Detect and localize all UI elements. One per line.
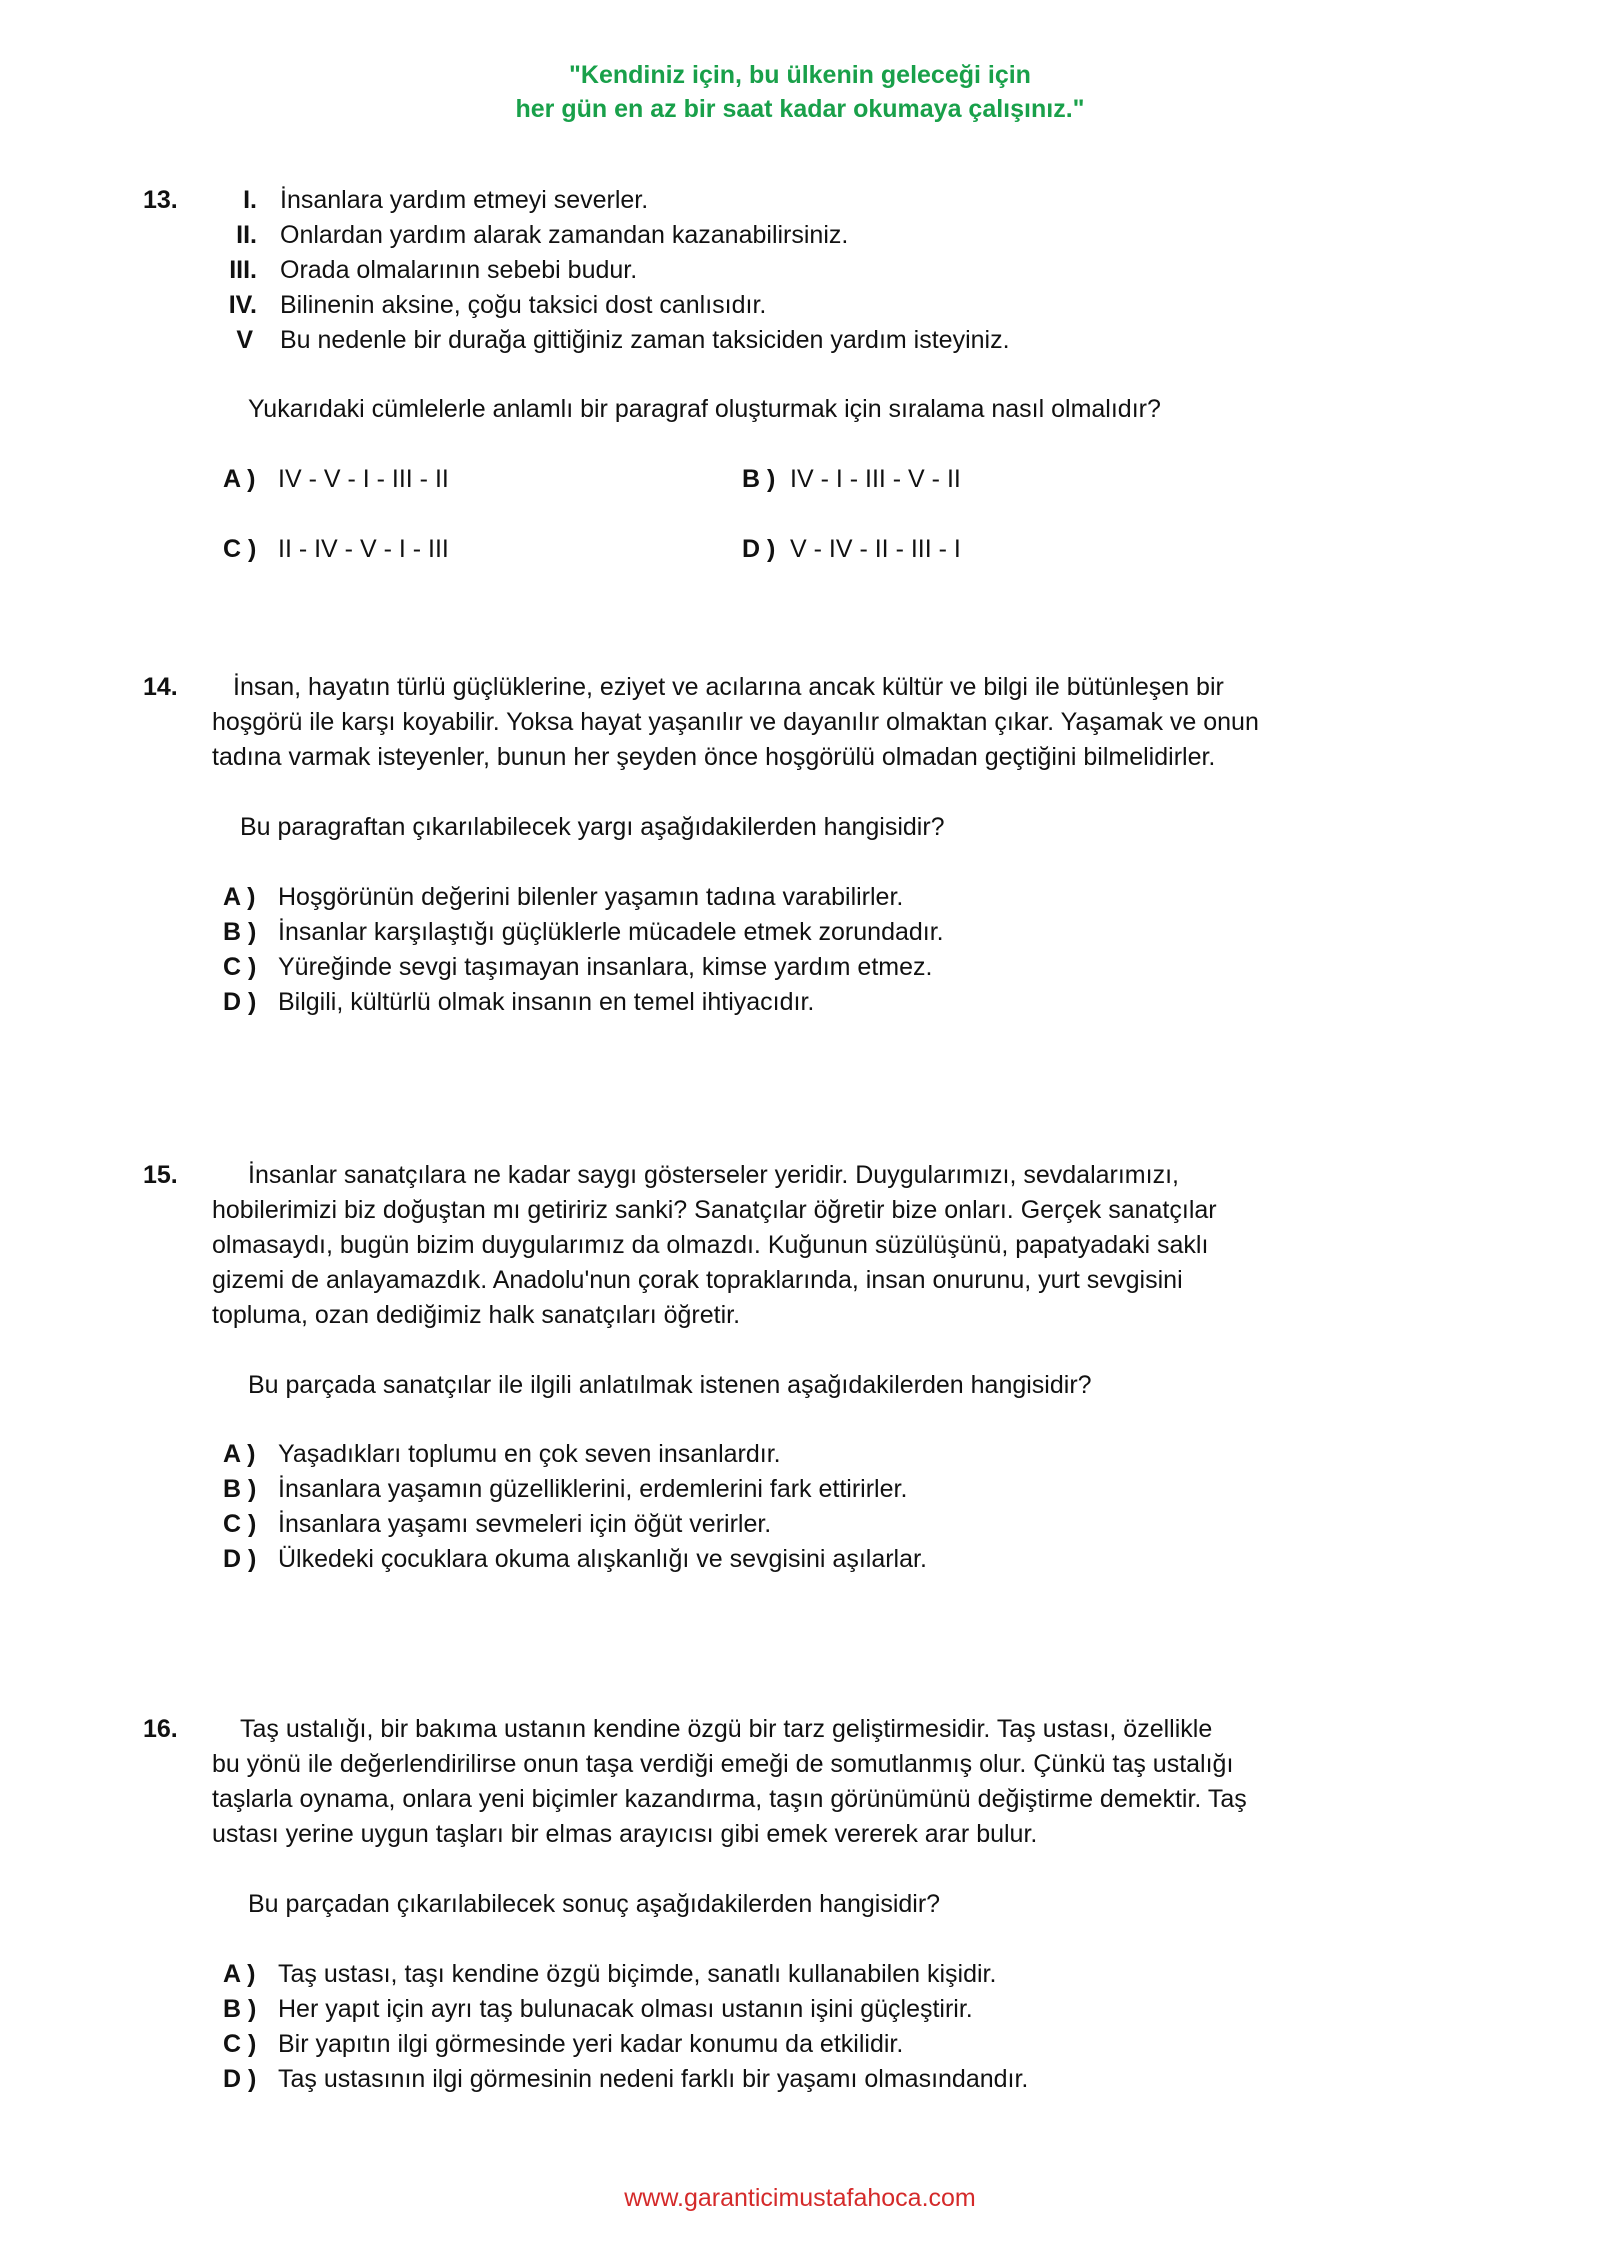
option-letter: B ) [223, 1475, 257, 1503]
header-quote-line-1: "Kendiniz için, bu ülkenin geleceği için [569, 61, 1031, 89]
statement-label: IV. [228, 291, 257, 319]
option-letter: B ) [223, 1995, 257, 2023]
option-text: IV - I - III - V - II [790, 465, 961, 493]
option-text: İnsanlar karşılaştığı güçlüklerle mücadele etmek zorundadır. [278, 918, 944, 946]
question-stem: Bu paragraftan çıkarılabilecek yargı aşağıdakilerden hangisidir? [240, 813, 945, 841]
option-letter: C ) [223, 953, 257, 981]
statement-label: I. [243, 186, 257, 214]
footer-url[interactable] [0, 2184, 1600, 2213]
option-letter: A ) [223, 883, 256, 911]
paragraph-line: hobilerimizi biz doğuştan mı getiririz sanki? Sanatçılar öğretir bize onları. Gerçek sanatçılar [212, 1196, 1217, 1224]
statement-text: Onlardan yardım alarak zamandan kazanabilirsiniz. [280, 221, 849, 249]
option-text: İnsanlara yaşamı sevmeleri için öğüt verirler. [278, 1510, 772, 1538]
paragraph-line: bu yönü ile değerlendirilirse onun taşa verdiği emeği de somutlanmış olur. Çünkü taş ustalığı [212, 1750, 1234, 1778]
question-stem: Bu parçada sanatçılar ile ilgili anlatılmak istenen aşağıdakilerden hangisidir? [248, 1371, 1092, 1399]
paragraph-line: olmasaydı, bugün bizim duygularımız da olmazdı. Kuğunun süzülüşünü, papatyadaki saklı [212, 1231, 1209, 1259]
question-number: 15. [143, 1161, 178, 1189]
statement-text: İnsanlara yardım etmeyi severler. [280, 186, 649, 214]
statement-text: Bilinenin aksine, çoğu taksici dost canlısıdır. [280, 291, 767, 319]
option-text: II - IV - V - I - III [278, 535, 449, 563]
option-letter: D ) [223, 1545, 257, 1573]
paragraph-line: topluma, ozan dediğimiz halk sanatçıları öğretir. [212, 1301, 741, 1329]
statement-label: III. [229, 256, 257, 284]
option-text: İnsanlara yaşamın güzelliklerini, erdemlerini fark ettirirler. [278, 1475, 908, 1503]
paragraph-line: Taş ustalığı, bir bakıma ustanın kendine özgü bir tarz geliştirmesidir. Taş ustası, özellikle [240, 1715, 1213, 1743]
statement-text: Orada olmalarının sebebi budur. [280, 256, 638, 284]
paragraph-line: tadına varmak isteyenler, bunun her şeyden önce hoşgörülü olmadan geçtiğini bilmelidirler. [212, 743, 1216, 771]
question-number: 14. [143, 673, 178, 701]
option-letter: B ) [223, 918, 257, 946]
option-text: Hoşgörünün değerini bilenler yaşamın tadına varabilirler. [278, 883, 904, 911]
website-link[interactable]: www.garanticimustafahoca.com [624, 2184, 976, 2212]
option-letter: D ) [223, 988, 257, 1016]
statement-label: II. [236, 221, 257, 249]
question-stem: Bu parçadan çıkarılabilecek sonuç aşağıdakilerden hangisidir? [248, 1890, 941, 1918]
option-letter: C ) [223, 535, 257, 563]
option-text: Bir yapıtın ilgi görmesinde yeri kadar konumu da etkilidir. [278, 2030, 904, 2058]
header-quote-line-2: her gün en az bir saat kadar okumaya çalışınız." [515, 95, 1085, 123]
option-letter: D ) [223, 2065, 257, 2093]
option-text: Yüreğinde sevgi taşımayan insanlara, kimse yardım etmez. [278, 953, 933, 981]
option-letter: D ) [742, 535, 776, 563]
option-text: Her yapıt için ayrı taş bulunacak olması ustanın işini güçleştirir. [278, 1995, 973, 2023]
statement-label: V [236, 326, 253, 354]
header-quote [0, 58, 1600, 126]
option-letter: C ) [223, 2030, 257, 2058]
paragraph-line: ustası yerine uygun taşları bir elmas arayıcısı gibi emek vererek arar bulur. [212, 1820, 1038, 1848]
option-letter: B ) [742, 465, 776, 493]
option-text: Taş ustasının ilgi görmesinin nedeni farklı bir yaşamı olmasındandır. [278, 2065, 1029, 2093]
question-number: 16. [143, 1715, 178, 1743]
option-text: IV - V - I - III - II [278, 465, 449, 493]
paragraph-line: gizemi de anlayamazdık. Anadolu'nun çorak topraklarında, insan onurunu, yurt sevgisini [212, 1266, 1183, 1294]
statement-text: Bu nedenle bir durağa gittiğiniz zaman taksiciden yardım isteyiniz. [280, 326, 1010, 354]
paragraph-line: hoşgörü ile karşı koyabilir. Yoksa hayat yaşanılır ve dayanılır olmaktan çıkar. Yaşamak ve onun [212, 708, 1259, 736]
option-text: Ülkedeki çocuklara okuma alışkanlığı ve sevgisini aşılarlar. [278, 1545, 927, 1573]
paragraph-line: İnsanlar sanatçılara ne kadar saygı gösterseler yeridir. Duygularımızı, sevdalarımızı, [248, 1161, 1179, 1189]
option-text: V - IV - II - III - I [790, 535, 961, 563]
question-stem: Yukarıdaki cümlelerle anlamlı bir paragraf oluşturmak için sıralama nasıl olmalıdır? [248, 395, 1161, 423]
question-number: 13. [143, 186, 178, 214]
option-text: Bilgili, kültürlü olmak insanın en temel ihtiyacıdır. [278, 988, 815, 1016]
paragraph-line: taşlarla oynama, onlara yeni biçimler kazandırma, taşın görünümünü değiştirme demektir. Taş [212, 1785, 1247, 1813]
option-letter: A ) [223, 465, 256, 493]
option-text: Taş ustası, taşı kendine özgü biçimde, sanatlı kullanabilen kişidir. [278, 1960, 997, 1988]
option-letter: A ) [223, 1440, 256, 1468]
paragraph-line: İnsan, hayatın türlü güçlüklerine, eziyet ve acılarına ancak kültür ve bilgi ile bütünleşen bir [233, 673, 1224, 701]
option-text: Yaşadıkları toplumu en çok seven insanlardır. [278, 1440, 781, 1468]
option-letter: A ) [223, 1960, 256, 1988]
option-letter: C ) [223, 1510, 257, 1538]
